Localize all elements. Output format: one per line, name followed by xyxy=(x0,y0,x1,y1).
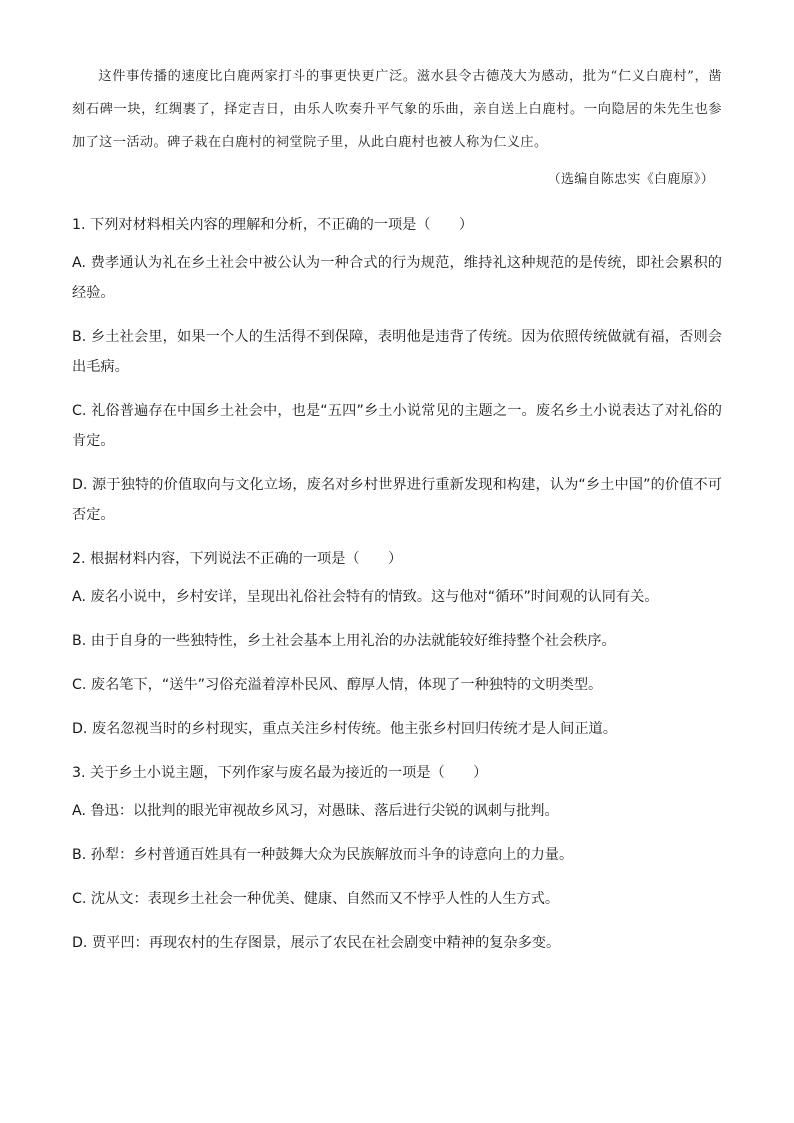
question-3 xyxy=(72,758,722,958)
option-d: D. 贾平凹：再现农村的生存图景，展示了农民在社会剧变中精神的复杂多变。 xyxy=(72,935,561,951)
option-a: A. 鲁迅：以批判的眼光审视故乡风习，对愚昧、落后进行尖锐的讽刺与批判。 xyxy=(72,803,559,819)
option-c: C. 礼俗普遍存在中国乡土社会中，也是“五四”乡土小说常见的主题之一。废名乡土小说表达了对礼俗的肯定。 xyxy=(72,403,722,449)
novel-excerpt xyxy=(72,60,722,159)
option-d: D. 废名忽视当时的乡村现实，重点关注乡村传统。他主张乡村回归传统才是人间正道。 xyxy=(72,721,617,737)
question-stem: 3. 关于乡土小说主题，下列作家与废名最为接近的一项是（ ） xyxy=(72,765,488,781)
option-c: C. 沈从文：表现乡土社会一种优美、健康、自然而又不悖乎人性的人生方式。 xyxy=(72,891,560,907)
question-stem: 1. 下列对材料相关内容的理解和分析，不正确的一项是（ ） xyxy=(72,217,474,233)
question-1 xyxy=(72,210,722,530)
question-2 xyxy=(72,544,722,744)
option-a: A. 废名小说中，乡村安详，呈现出礼俗社会特有的情致。这与他对“循环”时间观的认同有关。 xyxy=(72,589,659,605)
question-stem: 2. 根据材料内容，下列说法不正确的一项是（ ） xyxy=(72,551,403,567)
question-list xyxy=(72,210,722,972)
option-a: A. 费孝通认为礼在乡土社会中被公认为一种合式的行为规范，维持礼这种规范的是传统，即社会累积的经验。 xyxy=(72,255,722,301)
option-b: B. 由于自身的一些独特性，乡土社会基本上用礼治的办法就能较好维持整个社会秩序。 xyxy=(72,633,616,649)
option-c: C. 废名笔下，“送牛”习俗充溢着淳朴民风、醇厚人情，体现了一种独特的文明类型。 xyxy=(72,677,603,693)
excerpt-source: （选编自陈忠实《白鹿原》） xyxy=(547,172,714,187)
option-d: D. 源于独特的价值取向与文化立场，废名对乡村世界进行重新发现和构建，认为“乡土中国”的价值不可否定。 xyxy=(72,477,722,523)
option-b: B. 孙犁：乡村普通百姓具有一种鼓舞大众为民族解放而斗争的诗意向上的力量。 xyxy=(72,847,574,863)
option-b: B. 乡土社会里，如果一个人的生活得不到保障，表明他是违背了传统。因为依照传统做就有福，否则会出毛病。 xyxy=(72,329,722,375)
excerpt-paragraph: 这件事传播的速度比白鹿两家打斗的事更快更广泛。滋水县令古德茂大为感动，批为“仁义白鹿村”，凿刻石碑一块，红绸裹了，择定吉日，由乐人吹奏升平气象的乐曲，亲自送上白鹿村。一向隐居的朱先生也参加了这一活动。碑子栽在白鹿村的祠堂院子里，从此白鹿村也被人称为仁义庄。 xyxy=(72,69,722,150)
